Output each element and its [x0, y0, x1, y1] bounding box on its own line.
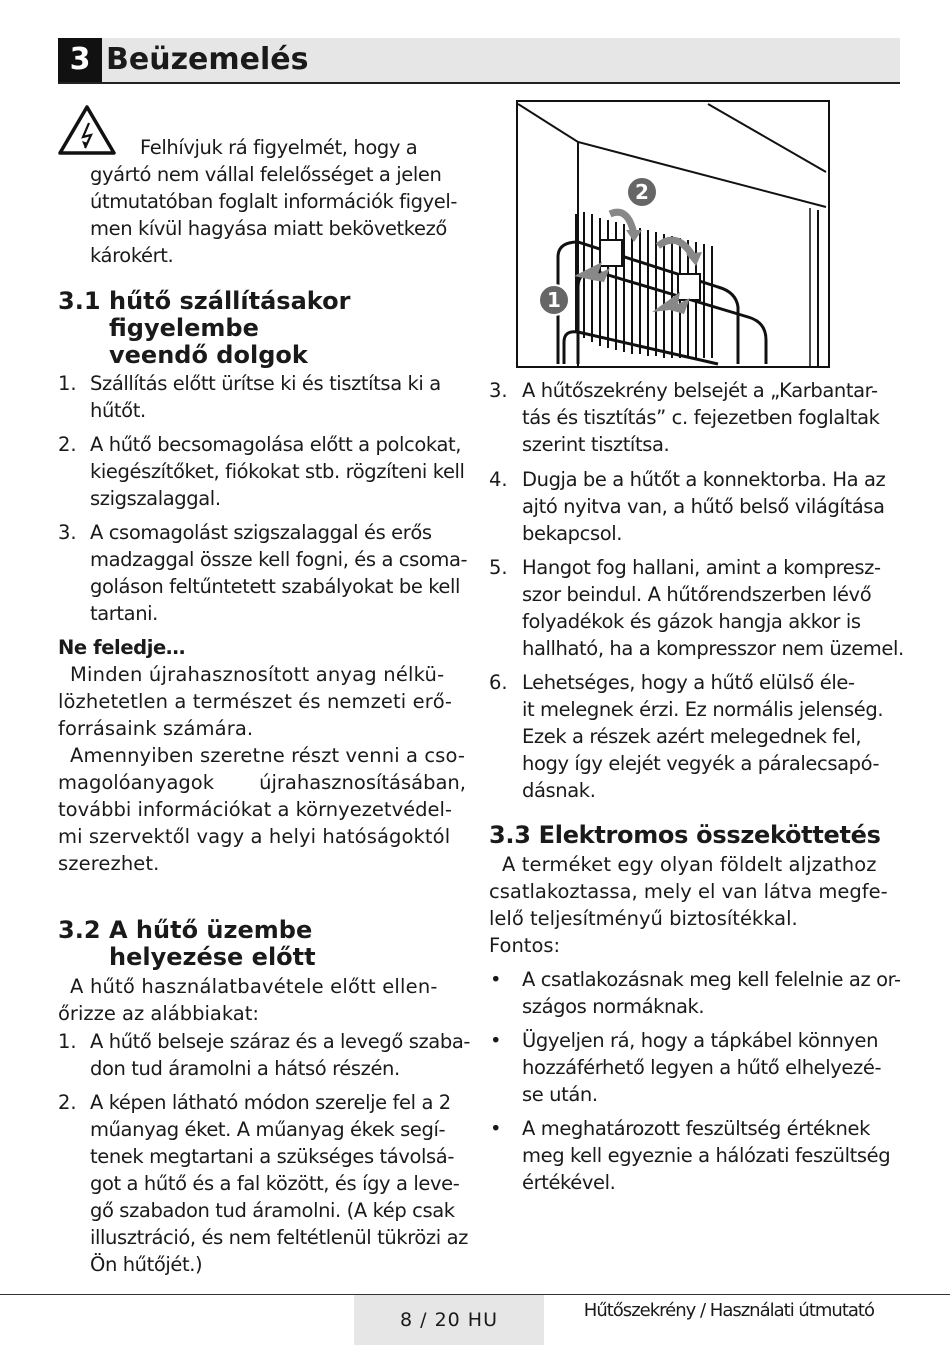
- figure-label-1: 1: [547, 288, 561, 312]
- list-item-line: tartani.: [90, 602, 158, 625]
- list-number: 6.: [489, 671, 508, 694]
- note-line: mi szervektől vagy a helyi hatóságoktól: [58, 825, 451, 848]
- note-line: további információkat a környezetvédel-: [58, 798, 452, 821]
- list-item-line: A hűtő becsomagolása előtt a polcokat,: [90, 433, 462, 456]
- note-line: forrásaink számára.: [58, 717, 254, 740]
- list-number: 1.: [58, 372, 77, 395]
- list-number: 4.: [489, 468, 508, 491]
- chapter-header: [58, 38, 900, 84]
- list-item-line: kiegészítőket, fiókokat stb. rögzíteni kell: [90, 460, 465, 483]
- bullet: •: [490, 1029, 502, 1052]
- bullet-line: Ügyeljen rá, hogy a tápkábel könnyen: [522, 1029, 879, 1052]
- bullet: •: [490, 1117, 502, 1140]
- section-title: 3.3 Elektromos összeköttetés: [489, 821, 881, 849]
- section-title-line: veendő dolgok: [109, 341, 308, 369]
- figure-label-2: 2: [635, 180, 649, 204]
- intro-line: csatlakoztassa, mely el van látva megfe-: [489, 880, 888, 903]
- intro-line: Fontos:: [489, 934, 561, 957]
- list-item-line: Szállítás előtt ürítse ki és tisztítsa ki a: [90, 372, 441, 395]
- bullet-line: meg kell egyeznie a hálózati feszültség: [522, 1144, 891, 1167]
- bullet-line: A meghatározott feszültség értéknek: [522, 1117, 870, 1140]
- note-line: magolóanyagok újrahasznosításában,: [58, 771, 466, 794]
- section-title-line: A hűtő üzembe: [109, 916, 313, 944]
- bullet-line: szágos normáknak.: [522, 995, 705, 1018]
- list-item-line: got a hűtő és a fal között, és így a leve-: [90, 1172, 460, 1195]
- warning-line: útmutatóban foglalt információk figyel-: [90, 190, 458, 213]
- warning-line: károkért.: [90, 244, 174, 267]
- section-title-line: hűtő szállításakor: [109, 287, 351, 315]
- list-item-line: it melegnek érzi. Ez normális jelenség.: [522, 698, 884, 721]
- list-item-line: Ezek a részek azért melegednek fel,: [522, 725, 862, 748]
- chapter-number: 3: [58, 38, 102, 82]
- list-number: 3.: [489, 379, 508, 402]
- list-number: 5.: [489, 556, 508, 579]
- list-item-line: A képen látható módon szerelje fel a 2: [90, 1091, 451, 1114]
- warning-line: men kívül hagyása miatt bekövetkező: [90, 217, 447, 240]
- list-item-line: gő szabadon tud áramolni. (A kép csak: [90, 1199, 455, 1222]
- list-item-line: bekapcsol.: [522, 522, 623, 545]
- section-number: 3.1: [58, 287, 101, 315]
- intro-line: A hűtő használatbavétele előtt ellen-: [70, 975, 438, 998]
- list-number: 2.: [58, 1091, 77, 1114]
- list-number: 3.: [58, 521, 77, 544]
- electric-hazard-icon: [57, 104, 117, 156]
- section-number: 3.2: [58, 916, 101, 944]
- list-item-line: illusztráció, és nem feltétlenül tükrözi az: [90, 1226, 468, 1249]
- bullet-line: értékével.: [522, 1171, 616, 1194]
- list-item-line: Dugja be a hűtőt a konnektorba. Ha az: [522, 468, 886, 491]
- list-item-line: A hűtő belseje száraz és a levegő szaba-: [90, 1030, 471, 1053]
- page-number: 8 / 20 HU: [354, 1295, 544, 1345]
- list-item-line: goláson feltűntetett szabályokat be kell: [90, 575, 461, 598]
- bullet-line: se után.: [522, 1083, 598, 1106]
- document-title: Hűtőszekrény / Használati útmutató: [583, 1300, 874, 1321]
- warning-line: Felhívjuk rá figyelmét, hogy a: [140, 136, 418, 159]
- intro-line: őrizze az alábbiakat:: [58, 1002, 259, 1025]
- list-item-line: hűtőt.: [90, 399, 146, 422]
- list-item-line: tenek megtartani a szükséges távolsá-: [90, 1145, 454, 1168]
- section-title-line: helyezése előtt: [109, 943, 316, 971]
- fridge-back-illustration: [518, 102, 828, 366]
- list-number: 2.: [58, 433, 77, 456]
- warning-line: gyártó nem vállal felelősséget a jelen: [90, 163, 442, 186]
- note-line: lözhetetlen a természet és nemzeti erő-: [58, 690, 452, 713]
- note-title: Ne feledje…: [58, 636, 185, 659]
- note-line: szerezhet.: [58, 852, 160, 875]
- list-item-line: szerint tisztítsa.: [522, 433, 670, 456]
- list-item-line: szigszalaggal.: [90, 487, 221, 510]
- list-item-line: szor beindul. A hűtőrendszerben lévő: [522, 583, 872, 606]
- list-item-line: madzaggal össze kell fogni, és a csoma-: [90, 548, 468, 571]
- note-line: Amennyiben szeretne részt venni a cso-: [70, 744, 465, 767]
- list-item-line: A hűtőszekrény belsejét a „Karbantar-: [522, 379, 878, 402]
- list-item-line: Hangot fog hallani, amint a kompresz-: [522, 556, 881, 579]
- list-item-line: Lehetséges, hogy a hűtő elülső éle-: [522, 671, 855, 694]
- list-item-line: hallható, ha a kompresszor nem üzemel.: [522, 637, 904, 660]
- list-item-line: tás és tisztítás” c. fejezetben foglaltak: [522, 406, 880, 429]
- list-item-line: műanyag éket. A műanyag ékek segí-: [90, 1118, 446, 1141]
- bullet-line: A csatlakozásnak meg kell felelnie az or-: [522, 968, 901, 991]
- bullet: •: [490, 968, 502, 991]
- list-item-line: folyadékok és gázok hangja akkor is: [522, 610, 861, 633]
- note-line: Minden újrahasznosított anyag nélkü-: [70, 663, 445, 686]
- intro-line: lelő teljesítményű biztosítékkal.: [489, 907, 798, 930]
- list-number: 1.: [58, 1030, 77, 1053]
- list-item-line: hogy így elejét vegyék a páralecsapó-: [522, 752, 880, 775]
- installation-figure: [516, 100, 830, 368]
- intro-line: A terméket egy olyan földelt aljzathoz: [502, 853, 877, 876]
- bullet-line: hozzáférhető legyen a hűtő elhelyezé-: [522, 1056, 882, 1079]
- list-item-line: don tud áramolni a hátsó részén.: [90, 1057, 400, 1080]
- list-item-line: Ön hűtőjét.): [90, 1253, 203, 1276]
- list-item-line: A csomagolást szigszalaggal és erős: [90, 521, 432, 544]
- section-title-line: figyelembe: [109, 314, 259, 342]
- list-item-line: dásnak.: [522, 779, 596, 802]
- chapter-title: Beüzemelés: [106, 42, 309, 77]
- list-item-line: ajtó nyitva van, a hűtő belső világítása: [522, 495, 885, 518]
